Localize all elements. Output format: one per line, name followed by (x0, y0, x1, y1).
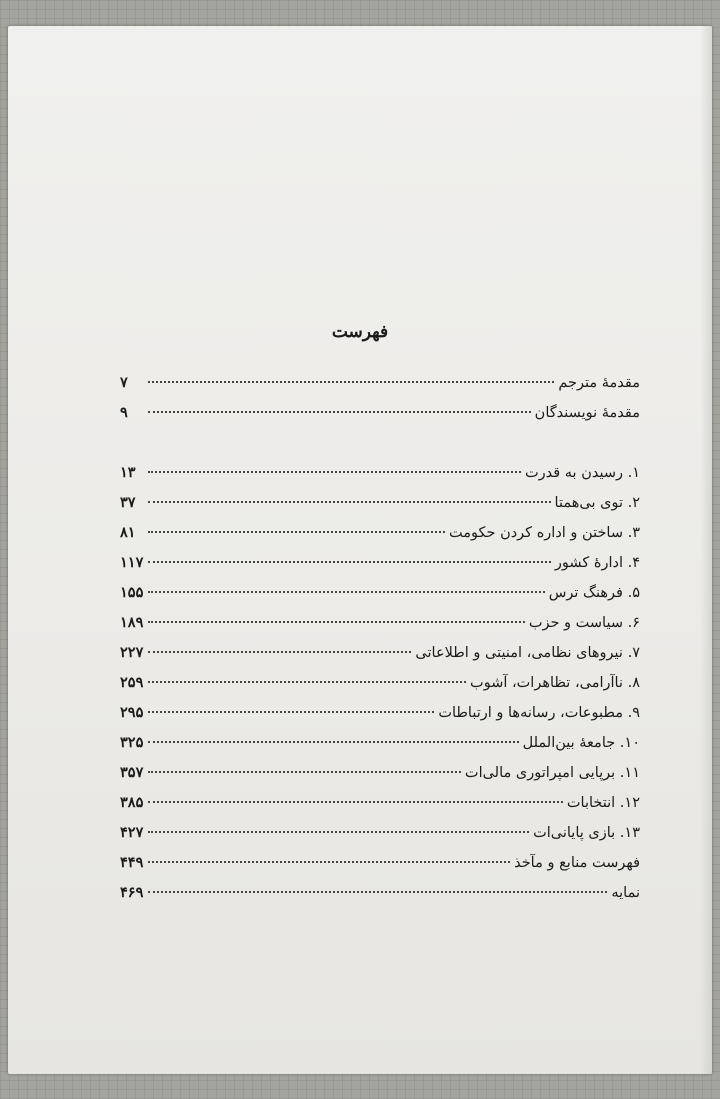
toc-row-chapter-2 (120, 494, 640, 524)
toc-entry-label: ۳. ساختن و اداره کردن حکومت (449, 525, 640, 541)
toc-page-number: ۳۵۷ (120, 764, 144, 781)
toc-leader-dots (148, 531, 445, 533)
toc-row-bibliography (120, 854, 640, 884)
toc-leader-dots (148, 621, 525, 623)
toc-row-chapter-3 (120, 524, 640, 554)
table-of-contents (120, 374, 640, 914)
toc-entry-label: ۴. ادارهٔ کشور (554, 555, 640, 571)
toc-leader-dots (148, 711, 434, 713)
toc-entry-label: ۷. نیروهای نظامی، امنیتی و اطلاعاتی (415, 645, 640, 661)
toc-entry-label: مقدمهٔ نویسندگان (534, 405, 640, 421)
toc-page-number: ۳۷ (120, 494, 136, 511)
toc-page-number: ۲۵۹ (120, 674, 144, 691)
toc-leader-dots (148, 411, 531, 413)
toc-row-chapter-11 (120, 764, 640, 794)
toc-row-chapter-7 (120, 644, 640, 674)
toc-leader-dots (148, 681, 466, 683)
toc-title: فهرست (331, 322, 389, 342)
toc-row-chapter-6 (120, 614, 640, 644)
toc-page-number: ۱۳ (120, 464, 136, 481)
toc-entry-label: ۵. فرهنگ ترس (548, 585, 640, 601)
toc-row-chapter-13 (120, 824, 640, 854)
toc-leader-dots (148, 501, 551, 503)
toc-page-number: ۳۲۵ (120, 734, 144, 751)
toc-entry-label: ۱۱. برپایی امپراتوری مالی‌ات (464, 765, 640, 781)
page-edge-shadow (700, 26, 712, 1074)
toc-row-chapter-9 (120, 704, 640, 734)
toc-leader-dots (148, 801, 563, 803)
toc-entry-label: مقدمهٔ مترجم (558, 375, 640, 391)
toc-leader-dots (148, 651, 411, 653)
toc-leader-dots (148, 381, 554, 383)
toc-page-number: ۸۱ (120, 524, 136, 541)
toc-entry-label: ۲. توی بی‌همتا (554, 495, 640, 511)
toc-leader-dots (148, 861, 510, 863)
toc-page-number: ۷ (120, 374, 128, 391)
toc-row-chapter-5 (120, 584, 640, 614)
toc-row-chapter-4 (120, 554, 640, 584)
toc-leader-dots (148, 591, 545, 593)
toc-leader-dots (148, 891, 607, 893)
toc-entry-label: فهرست منابع و مآخذ (514, 855, 640, 871)
toc-entry-label: ۱۳. بازی پایانی‌ات (533, 825, 640, 841)
toc-row-chapter-1 (120, 464, 640, 494)
toc-page-number: ۲۲۷ (120, 644, 144, 661)
toc-page-number: ۱۸۹ (120, 614, 144, 631)
toc-entry-label: ۶. سیاست و حزب (528, 615, 640, 631)
toc-page-number: ۹ (120, 404, 128, 421)
toc-page-number: ۴۶۹ (120, 884, 144, 901)
toc-entry-label: ۸. ناآرامی، تظاهرات، آشوب (470, 675, 640, 691)
toc-page-number: ۳۸۵ (120, 794, 144, 811)
toc-page-number: ۴۲۷ (120, 824, 144, 841)
toc-row-chapter-12 (120, 794, 640, 824)
toc-leader-dots (148, 741, 519, 743)
toc-entry-label: ۹. مطبوعات، رسانه‌ها و ارتباطات (438, 705, 640, 721)
toc-page-number: ۲۹۵ (120, 704, 144, 721)
toc-entry-label: نمایه (611, 885, 640, 901)
toc-row-chapter-8 (120, 674, 640, 704)
toc-leader-dots (148, 471, 521, 473)
toc-entry-label: ۱۲. انتخابات (566, 795, 640, 811)
toc-row-index (120, 884, 640, 914)
toc-leader-dots (148, 831, 529, 833)
toc-row-translator-intro (120, 374, 640, 404)
toc-row-authors-intro (120, 404, 640, 434)
toc-row-chapter-10 (120, 734, 640, 764)
book-page (8, 26, 712, 1074)
toc-entry-label: ۱. رسیدن به قدرت (524, 465, 640, 481)
toc-page-number: ۴۴۹ (120, 854, 144, 871)
toc-leader-dots (148, 561, 551, 563)
toc-page-number: ۱۵۵ (120, 584, 144, 601)
toc-leader-dots (148, 771, 461, 773)
toc-page-number: ۱۱۷ (120, 554, 144, 571)
toc-entry-label: ۱۰. جامعهٔ بین‌الملل (522, 735, 640, 751)
